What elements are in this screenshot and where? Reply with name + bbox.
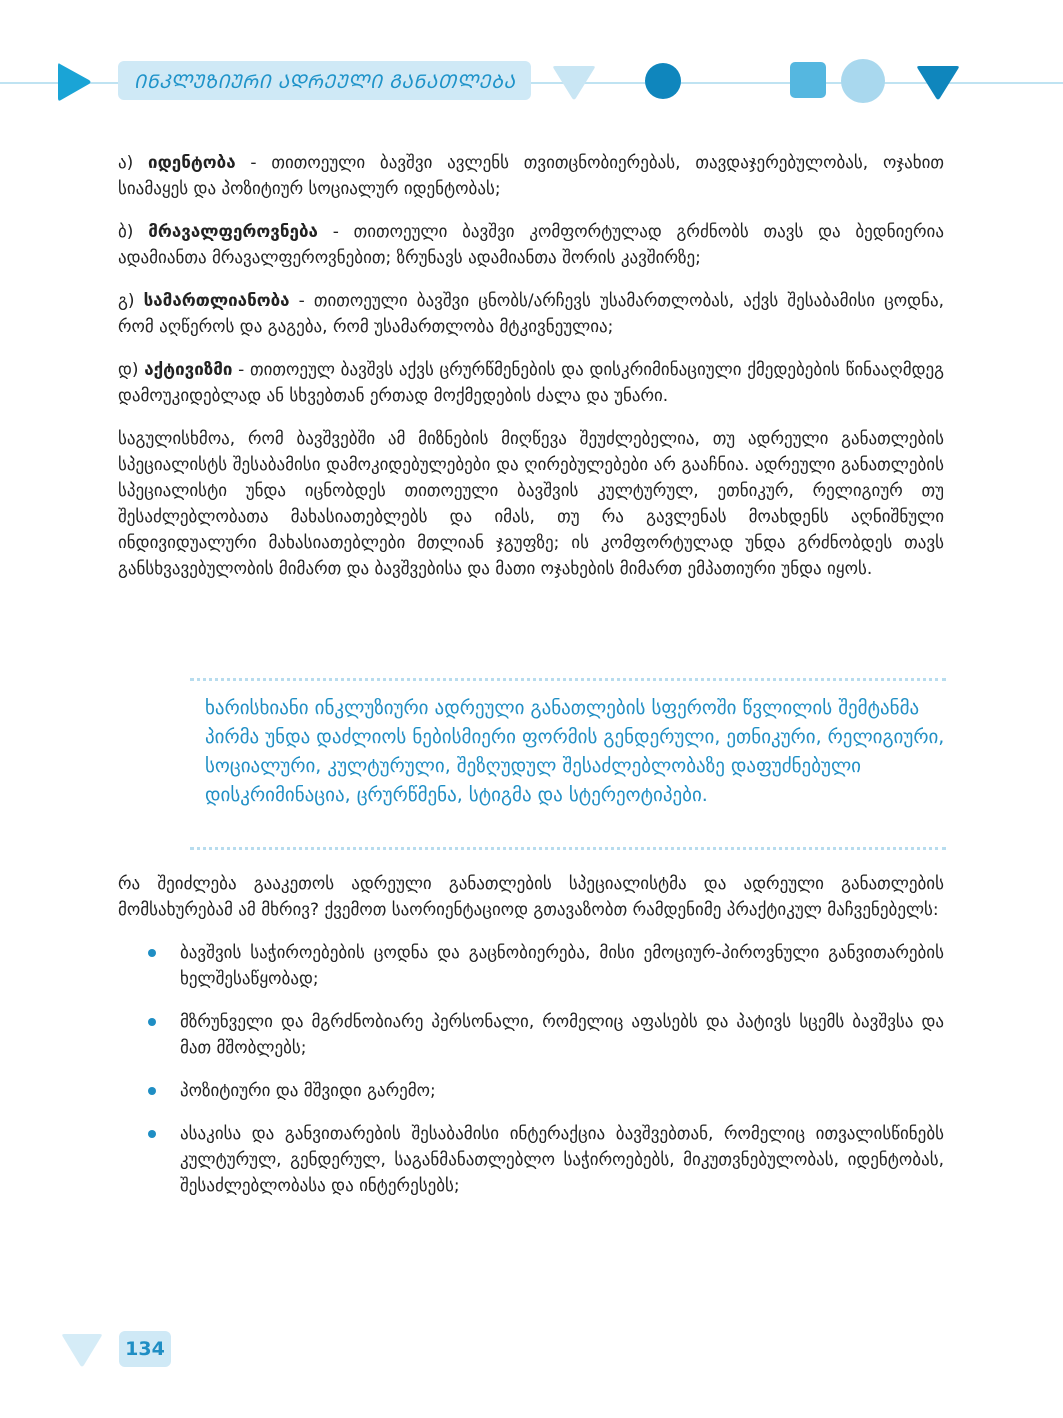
- term: აქტივიზმი: [144, 360, 233, 380]
- definition-identity: ა) იდენტობა - თითოეული ბავშვი ავლენს თვითცნობიერებას, თავდაჯერებულობას, ოჯახით სიამაყეს და პოზიტიურ სოციალურ იდენტობას;: [118, 153, 944, 199]
- indicator-list: [118, 940, 944, 1199]
- square-icon: [790, 62, 826, 98]
- definition-justice: გ) სამართლიანობა - თითოეული ბავშვი ცნობს/არჩევს უსამართლობას, აქვს შესაბამისი ცოდნა, რომ აღწეროს და გაგება, რომ უსამართლობა მტკივნეულია;: [118, 291, 944, 337]
- term: იდენტობა: [148, 153, 236, 173]
- practical-indicators: [118, 871, 944, 1216]
- list-item: ბავშვის საჭიროებების ცოდნა და გაცნობიერება, მისი ემოციურ-პიროვნული განვითარების ხელშესაწყობად;: [118, 940, 944, 992]
- bullet-icon: [148, 1018, 156, 1026]
- play-triangle-icon: [54, 60, 94, 104]
- term: სამართლიანობა: [143, 291, 290, 311]
- down-triangle-dark-icon: [915, 62, 961, 102]
- highlight-quote: ხარისხიანი ინკლუზიური ადრეული განათლების სფეროში წვლილის შემტანმა პირმა უნდა დაძლიოს ნებისმიერი ფორმის გენდერული, ეთნიკური, რელიგიური, სოციალური, კულტურული, შეზღუდულ შესაძლებლობაზე დაფუძნებული დისკრიმინაცია, ცრურწმენა, სტიგმა და სტერეოტიპები.: [205, 697, 945, 806]
- list-item: პოზიტიური და მშვიდი გარემო;: [118, 1078, 944, 1104]
- term: მრავალფეროვნება: [148, 222, 318, 242]
- down-triangle-light-icon: [551, 62, 597, 102]
- circle-dark-icon: [644, 62, 682, 100]
- quote-bottom-divider: [190, 847, 946, 850]
- footer-triangle-icon: [60, 1331, 104, 1369]
- page-number: 134: [119, 1331, 171, 1367]
- intro-paragraph: რა შეიძლება გააკეთოს ადრეული განათლების სპეციალისტმა და ადრეული განათლების მომსახურებამ ამ მხრივ? ქვემოთ საორიენტაციოდ გთავაზობთ რამდენიმე პრაქტიკულ მაჩვენებელს:: [118, 874, 944, 920]
- body-paragraph: საგულისხმოა, რომ ბავშვებში ამ მიზნების მიღწევა შეუძლებელია, თუ ადრეული განათლების სპეციალისტს შესაბამისი დამოკიდებულებები და ღირებულებები არ გააჩნია. ადრეული განათლების სპეციალისტი უნდა იცნობდეს თითოეული ბავშვის კულტურულ, ეთნიკურ, რელიგიურ თუ შესაძლებლობათა მახასიათებლებს და იმას, თუ რა გავლენას მოახდენს აღნიშნული ინდივიდუალური მახასიათებლები მთლიან ჯგუფზე; ის კომფორტულად უნდა გრძნობდეს თავს განსხვავებულობის მიმართ და ბავშვებისა და მათი ოჯახების მიმართ ემპათიური უნდა იყოს.: [118, 429, 944, 579]
- header-title: ᲘᲜᲙᲚᲣᲖᲘᲣᲠᲘ ᲐᲓᲠᲔᲣᲚᲘ ᲒᲐᲜᲐᲗᲚᲔᲑᲐ: [118, 61, 531, 100]
- definition-diversity: ბ) მრავალფეროვნება - თითოეული ბავშვი კომფორტულად გრძნობს თავს და ბედნიერია ადამიანთა მრავალფეროვნებით; ზრუნავს ადამიანთა შორის კავშირზე;: [118, 222, 944, 268]
- main-content: [118, 150, 944, 599]
- quote-top-divider: [190, 678, 946, 681]
- bullet-icon: [148, 1087, 156, 1095]
- definition-activism: დ) აქტივიზმი - თითოეულ ბავშვს აქვს ცრურწმენების და დისკრიმინაციული ქმედებების წინააღმდეგ დამოუკიდებლად ან სხვებთან ერთად მოქმედების ძალა და უნარი.: [118, 360, 944, 406]
- bullet-icon: [148, 949, 156, 957]
- circle-light-icon: [840, 58, 886, 104]
- bullet-icon: [148, 1130, 156, 1138]
- list-item: ასაკისა და განვითარების შესაბამისი ინტერაქცია ბავშვებთან, რომელიც ითვალისწინებს კულტურულ, გენდერულ, საგანმანათლებლო საჭიროებებს, მიკუთვნებულობას, იდენტობას, შესაძლებლობასა და ინტერესებს;: [118, 1121, 944, 1199]
- list-item: მზრუნველი და მგრძნობიარე პერსონალი, რომელიც აფასებს და პატივს სცემს ბავშვსა და მათ მშობლებს;: [118, 1009, 944, 1061]
